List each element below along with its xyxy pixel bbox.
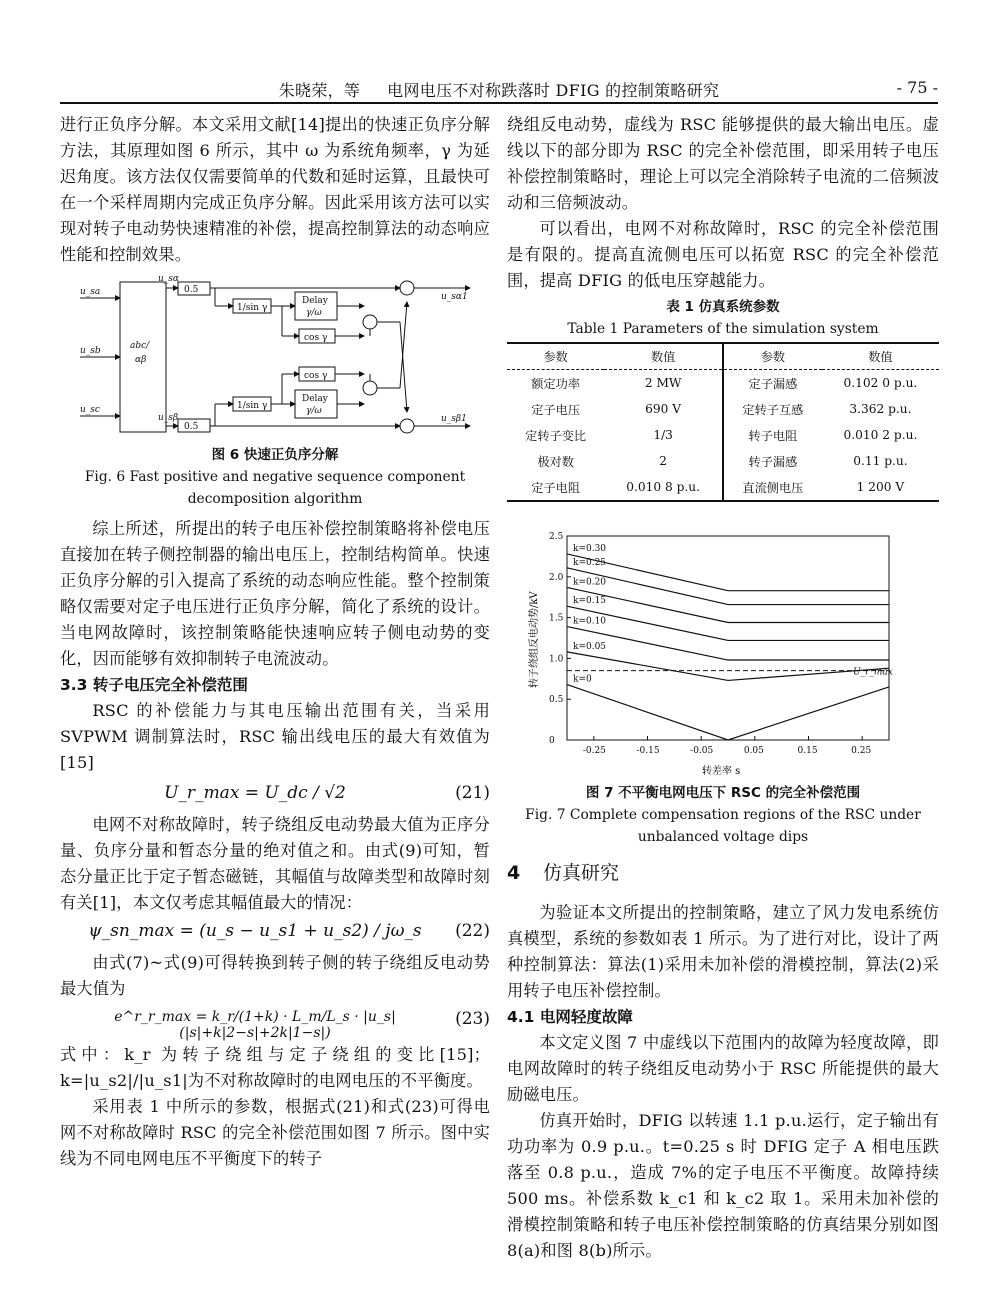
table-header-row xyxy=(507,343,939,370)
table-cell: 定子电阻 xyxy=(531,480,581,495)
fig6-label: u_sβ xyxy=(158,413,179,423)
paragraph: 由式(7)~式(9)可得转换到转子侧的转子绕组反电动势最大值为 xyxy=(60,953,490,998)
series-label: k=0.10 xyxy=(573,616,607,627)
series-label: k=0 xyxy=(573,674,592,685)
table-cell: 转子电阻 xyxy=(723,422,822,448)
fig6-label: u_sb xyxy=(80,346,101,356)
left-column xyxy=(60,112,490,1172)
equation-body: U_r_max = U_dc / √2 xyxy=(164,783,346,803)
series-line xyxy=(567,554,889,591)
x-tick-label: 0.15 xyxy=(797,746,818,756)
section-heading: 4.1 电网轻度故障 xyxy=(507,1008,633,1026)
figure-6-caption-en: Fig. 6 Fast positive and negative sequence component xyxy=(84,469,466,485)
series-label: k=0.25 xyxy=(573,557,607,568)
table-header: 数值 xyxy=(604,343,723,370)
y-tick-label: 2.0 xyxy=(549,572,564,583)
paragraph: 本文定义图 7 中虚线以下范围内的故障为轻度故障，即电网故障时的转子绕组反电动势小于 RSC 所能提供的最大励磁电压。 xyxy=(507,1033,939,1104)
paragraph: 综上所述，所提出的转子电压补偿控制策略将补偿电压直接加在转子侧控制器的输出电压上，控制结构简单。快速正负序分解的引入提高了系统的动态响应性能。整个控制策略仅需要对定子电压进行正负序分解，简化了系统的设计。当电网故障时，该控制策略能快速响应转子侧电动势的变化，因而能够有效抑制转子电流波动。 xyxy=(60,519,490,668)
equation-number: (21) xyxy=(455,783,490,803)
fig6-label: 1/sin γ xyxy=(237,303,268,313)
fig6-label: u_sα1 xyxy=(441,292,468,302)
reference-label: U_r_max xyxy=(853,667,893,678)
table-row xyxy=(507,448,939,474)
table-1-caption-en: Table 1 Parameters of the simulation system xyxy=(567,321,879,337)
series-label: k=0.05 xyxy=(573,641,607,652)
fig6-label: γ/ω xyxy=(306,406,322,416)
section-number: 4 xyxy=(507,862,521,884)
table-cell: 转子漏感 xyxy=(723,448,822,474)
fig6-label: abc/ xyxy=(130,341,150,351)
x-tick-label: -0.25 xyxy=(582,746,606,756)
fig6-label: Delay xyxy=(302,296,328,306)
header-title xyxy=(60,78,938,101)
fig6-label: u_sa xyxy=(80,287,101,297)
table-row xyxy=(507,370,939,397)
equation-body: ψ_sn_max = (u_s − u_s1 + u_s2) / jω_s xyxy=(88,921,422,941)
series-label: k=0.15 xyxy=(573,596,607,607)
table-row xyxy=(507,474,939,501)
series-label: k=0.30 xyxy=(573,543,607,554)
table-cell: 2 MW xyxy=(644,376,682,390)
paragraph: 仿真开始时，DFIG 以转速 1.1 p.u.运行，定子输出有功功率为 0.9 p.u.。t=0.25 s 时 DFIG 定子 A 相电压跌落至 0.8 p.u.，造成 7%的定子电压不平衡度。故障持续 500 ms。补偿系数 k_c1 和 k_c2 取 1。采用未加补偿的滑模控制策略和转子电压补偿控制策略的仿真结果分别如图 8(a)和图 8(b)所示。 xyxy=(507,1111,939,1260)
block-diagram xyxy=(60,274,490,434)
paragraph: 可以看出，电网不对称故障时，RSC 的完全补偿范围是有限的。提高直流侧电压可以拓宽 RSC 的完全补偿范围，提高 DFIG 的低电压穿越能力。 xyxy=(507,219,939,290)
paragraph: 式中：k_r 为转子绕组与定子绕组的变比[15]；k=|u_s2|/|u_s1|为不对称故障时的电网电压的不平衡度。 xyxy=(60,1045,490,1090)
fig6-label: cos γ xyxy=(304,371,328,381)
series-line xyxy=(567,627,889,660)
equation-23 xyxy=(60,1006,490,1042)
plot-frame xyxy=(567,536,889,740)
table-cell: 0.102 0 p.u. xyxy=(843,376,918,390)
section-4-heading xyxy=(507,858,939,888)
table-cell: 极对数 xyxy=(537,454,574,469)
y-tick-label: 0 xyxy=(549,736,555,746)
table-cell: 定子电压 xyxy=(531,402,581,417)
table-cell: 直流侧电压 xyxy=(723,474,822,501)
header-authors: 朱晓荣，等 xyxy=(278,81,361,100)
table-cell: 1 200 V xyxy=(856,480,905,494)
y-tick-label: 1.0 xyxy=(549,654,564,665)
table-cell: 3.362 p.u. xyxy=(849,402,912,416)
x-tick-label: -0.15 xyxy=(636,746,660,756)
y-tick-label: 0.5 xyxy=(549,695,564,706)
section-title: 仿真研究 xyxy=(543,862,620,884)
y-tick-label: 1.5 xyxy=(549,613,564,624)
table-cell: 定转子变比 xyxy=(525,428,587,443)
figure-7-caption-en: Fig. 7 Complete compensation regions of the RSC under xyxy=(525,807,921,823)
table-1-caption-cn: 表 1 仿真系统参数 xyxy=(666,299,780,315)
x-tick-label: 0.25 xyxy=(851,746,872,756)
table-header: 数值 xyxy=(822,343,939,370)
table-cell: 0.11 p.u. xyxy=(853,454,908,468)
fig6-label: 0.5 xyxy=(184,285,199,295)
header-paper-title: 电网电压不对称跌落时 DFIG 的控制策略研究 xyxy=(387,81,720,100)
x-tick-label: -0.05 xyxy=(690,746,714,756)
figure-6-caption-cn: 图 6 快速正负序分解 xyxy=(211,447,339,463)
table-cell: 定子漏感 xyxy=(723,370,822,397)
fig6-label: u_sc xyxy=(80,405,100,415)
fig6-label: Delay xyxy=(302,394,328,404)
paragraph: 进行正负序分解。本文采用文献[14]提出的快速正负序分解方法，其原理如图 6 所示，其中 ω 为系统角频率，γ 为延迟角度。该方法仅仅需要简单的代数和延时运算，且最快可在一个采样周期内完成正负序分解。因此采用该方法可以实现对转子电动势快速精准的补偿，提高控制算法的动态响应性能和控制效果。 xyxy=(60,115,490,264)
series-line xyxy=(567,652,889,681)
fig6-label: αβ xyxy=(135,355,147,365)
table-header: 参数 xyxy=(723,343,822,370)
fig6-label: γ/ω xyxy=(306,308,322,318)
paragraph: 为验证本文所提出的控制策略，建立了风力发电系统仿真模型，系统的参数如表 1 所示。为了进行对比，设计了两种控制算法：算法(1)采用未加补偿的滑模控制，算法(2)采用转子电压补偿控制。 xyxy=(507,903,939,1000)
paragraph: 绕组反电动势，虚线为 RSC 能够提供的最大输出电压。虚线以下的部分即为 RSC 的完全补偿范围，即采用转子电压补偿控制策略时，理论上可以完全消除转子电流的二倍频波动和三倍频波动。 xyxy=(507,115,939,212)
fig6-label: u_sβ1 xyxy=(441,414,467,424)
compensation-chart xyxy=(507,528,939,780)
equation-21 xyxy=(60,780,490,812)
y-tick-label: 2.5 xyxy=(549,532,564,542)
equation-number: (23) xyxy=(455,1009,490,1029)
paragraph: 电网不对称故障时，转子绕组反电动势最大值为正序分量、负序分量和暂态分量的绝对值之和。由式(9)可知，暂态分量正比于定子暂态磁链，其幅值与故障类型和故障时刻有关[1]，本文仅考虑其幅值最大的情况： xyxy=(60,815,490,912)
series-line xyxy=(567,685,889,740)
fig6-label: u_sα xyxy=(158,274,179,284)
table-row xyxy=(507,396,939,422)
table-cell: 定转子互感 xyxy=(723,396,822,422)
table-cell: 1/3 xyxy=(653,428,673,442)
series-label: k=0.20 xyxy=(573,577,607,588)
table-cell: 690 V xyxy=(645,402,682,416)
paragraph: 采用表 1 中所示的参数，根据式(21)和式(23)可得电网不对称故障时 RSC 的完全补偿范围如图 7 所示。图中实线为不同电网电压不平衡度下的转子 xyxy=(60,1097,490,1168)
figure-6-caption-en: decomposition algorithm xyxy=(187,491,363,507)
table-cell: 0.010 2 p.u. xyxy=(843,428,918,442)
fig6-label: 1/sin γ xyxy=(237,401,268,411)
series-line xyxy=(567,568,889,605)
fig6-label: cos γ xyxy=(304,333,328,343)
equation-22 xyxy=(60,918,490,950)
table-header: 参数 xyxy=(507,343,604,370)
x-tick-label: 0.05 xyxy=(743,746,764,756)
x-axis-label: 转差率 s xyxy=(702,766,741,777)
figure-6 xyxy=(60,274,490,434)
table-cell: 0.010 8 p.u. xyxy=(626,480,701,494)
y-axis-label: 转子绕组反电动势/kV xyxy=(529,591,540,688)
figure-7-caption-cn: 图 7 不平衡电网电压下 RSC 的完全补偿范围 xyxy=(585,785,861,801)
table-cell: 2 xyxy=(659,454,668,468)
running-header xyxy=(60,76,938,104)
equation-number: (22) xyxy=(455,921,490,941)
table-row xyxy=(507,422,939,448)
series-line xyxy=(567,606,889,640)
fig6-label: 0.5 xyxy=(184,422,199,432)
page-number: - 75 - xyxy=(896,78,938,97)
table-cell: 额定功率 xyxy=(531,376,581,391)
figure-7-caption-en: unbalanced voltage dips xyxy=(637,829,809,845)
section-heading: 3.3 转子电压完全补偿范围 xyxy=(60,676,248,694)
paragraph: RSC 的补偿能力与其电压输出范围有关，当采用 SVPWM 调制算法时，RSC 输出线电压的最大有效值为[15] xyxy=(60,701,490,772)
right-column xyxy=(507,112,939,1264)
figure-7 xyxy=(507,528,939,780)
equation-body: e^r_r_max = k_r/(1+k) · L_m/L_s · |u_s|(|s|+k|2−s|+2k|1−s|) xyxy=(114,1009,396,1041)
parameters-table xyxy=(507,342,939,502)
